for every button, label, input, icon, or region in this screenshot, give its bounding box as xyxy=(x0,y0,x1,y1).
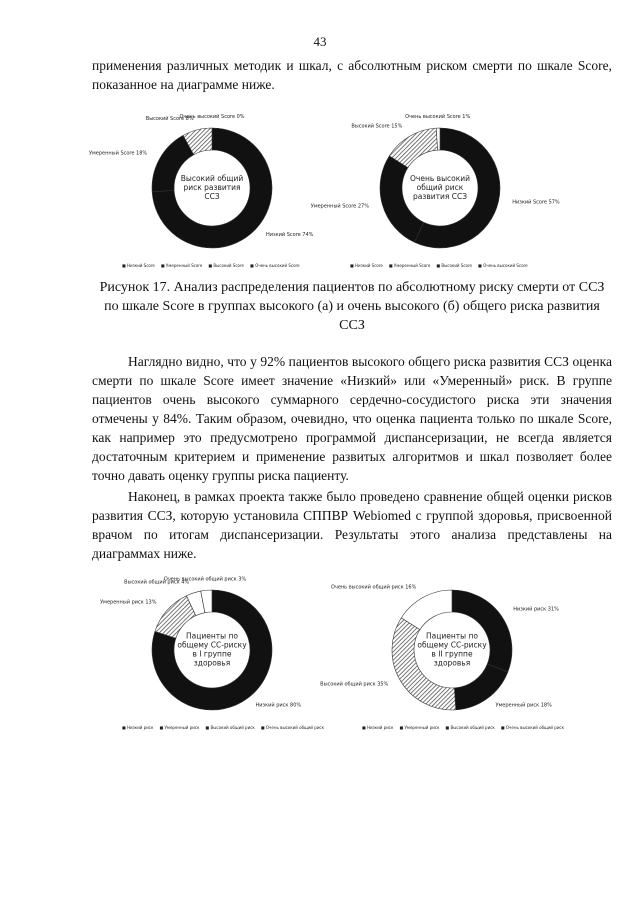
slice-label: Умеренный Score 27% xyxy=(310,203,369,210)
legend-item: ■ Очень высокий Score xyxy=(478,263,528,268)
slice-label: Очень высокий Score 0% xyxy=(179,114,245,120)
chart-center-title: Высокий общий xyxy=(180,174,244,183)
slice-label: Низкий Score 74% xyxy=(265,231,314,238)
legend-item: ■ Высокий Score xyxy=(436,263,473,268)
page-number: 43 xyxy=(313,34,327,49)
legend-item: ■ Высокий общий риск xyxy=(445,725,495,730)
slice-label: Очень высокий Score 1% xyxy=(405,114,471,121)
chart-legend xyxy=(122,725,330,730)
slice-label: Умеренный риск 18% xyxy=(495,702,552,709)
chart-center-title: общему СС-риску xyxy=(417,640,487,650)
legend-item: ■ Низкий риск xyxy=(122,725,154,730)
legend-item: ■ Очень высокий общий риск xyxy=(500,725,565,730)
slice-label: Высокий общий риск 35% xyxy=(320,681,389,688)
legend-item: ■ Очень высокий Score xyxy=(250,263,300,268)
legend-item: ■ Очень высокий общий риск xyxy=(260,725,325,730)
legend-item: ■ Умеренный риск xyxy=(159,725,200,730)
donut-svg xyxy=(100,576,312,732)
slice-label: Высокий Score 8% xyxy=(145,116,194,123)
figure-caption: Рисунок 17. Анализ распределения пациентов по абсолютному риску смерти от ССЗ по шкале Score в группах высокого (а) и очень высокого (б) общего риска развития ССЗ xyxy=(99,280,605,333)
donut-chart-c xyxy=(100,576,325,732)
legend-item: ■ Высокий Score xyxy=(208,263,245,268)
slice-label: Низкий Score 57% xyxy=(512,199,560,206)
slice-label: Очень высокий общий риск 16% xyxy=(330,584,417,591)
chart-legend xyxy=(122,263,306,268)
intro-text: применения различных методик и шкал, с абсолютным риском смерти по шкале Score, показанное на диаграмме ниже. xyxy=(92,58,612,92)
donut-chart-a xyxy=(88,114,314,270)
chart-center-title: в II группе xyxy=(431,649,473,659)
chart-center-title: в I группе xyxy=(192,649,232,659)
chart-center-title: Пациенты по xyxy=(186,631,238,641)
chart-center-title: общему СС-риску xyxy=(177,640,247,650)
chart-legend xyxy=(350,263,534,268)
donut-chart-b xyxy=(310,114,560,270)
donut-svg xyxy=(320,582,559,732)
slice-label: Низкий риск 31% xyxy=(513,606,559,613)
chart-center-title: Пациенты по xyxy=(426,631,478,641)
legend-item: ■ Низкий риск xyxy=(362,725,394,730)
chart-center-title: Очень высокий xyxy=(410,174,470,183)
paragraph-1: Наглядно видно, что у 92% пациентов высокого общего риска развития ССЗ оценка смерти по шкале Score имеет значение «Низкий» или «Умеренный» риск. В группе пациентов очень высокого суммарного сердечно-сосудистого риска эти значения отмечены у 84%. Таким образом, очевидно, что оценка пациента только по шкале Score, как например это предусмотрено программой диспансеризации, не всегда является достаточным критерием и применение развитых алгоритмов и шкал позволяет более точно давать оценку группы риска пациенту. xyxy=(92,354,612,483)
legend-item: ■ Низкий Score xyxy=(350,263,383,268)
legend-item: ■ Высокий общий риск xyxy=(205,725,255,730)
donut-chart-d xyxy=(320,582,565,732)
legend-item: ■ Умеренный Score xyxy=(388,263,431,268)
donut-svg xyxy=(88,114,314,270)
slice-label: Низкий риск 80% xyxy=(255,702,302,709)
donut-svg xyxy=(310,114,560,270)
legend-item: ■ Умеренный риск xyxy=(399,725,440,730)
chart-center-title: здоровья xyxy=(193,658,231,668)
slice-label: Очень высокий общий риск 3% xyxy=(163,576,247,583)
slice-label: Высокий Score 15% xyxy=(351,123,403,130)
chart-center-title: здоровья xyxy=(433,658,471,668)
legend-item: ■ Умеренный Score xyxy=(160,263,203,268)
slice-label: Высокий общий риск 4% xyxy=(124,579,190,586)
chart-center-title: риск развития xyxy=(183,183,241,192)
chart-center-title: общий риск xyxy=(416,183,464,192)
chart-legend xyxy=(362,725,570,730)
chart-center-title: ССЗ xyxy=(204,192,220,201)
slice-label: Умеренный риск 13% xyxy=(100,599,157,606)
paragraph-2: Наконец, в рамках проекта также было проведено сравнение общей оценки рисков развития ССЗ, которую установила СППВР Webiomed с группой здоровья, присвоенной врачом по итогам диспансеризации. Результаты этого анализа представлены на диаграммах ниже. xyxy=(92,489,612,561)
slice-label: Умеренный Score 18% xyxy=(88,150,148,157)
chart-center-title: развития ССЗ xyxy=(412,192,468,201)
legend-item: ■ Низкий Score xyxy=(122,263,155,268)
